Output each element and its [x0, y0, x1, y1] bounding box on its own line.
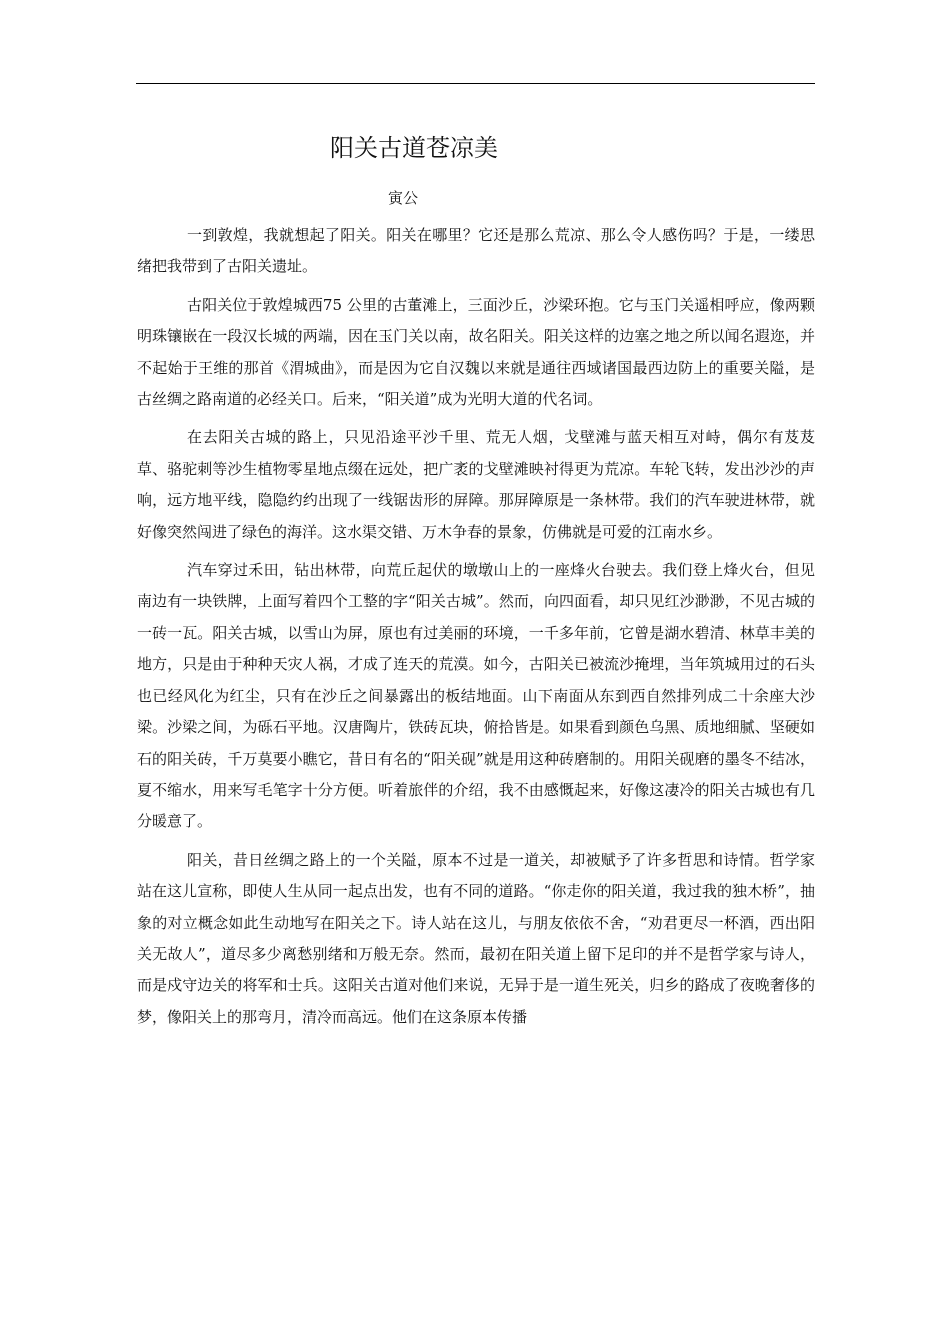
paragraph-5: 阳关，昔日丝绸之路上的一个关隘，原本不过是一道关，却被赋予了许多哲思和诗情。哲学家站在这儿宣称，即使人生从同一起点出发，也有不同的道路。“你走你的阳关道，我过我的独木桥”，抽象的对立概念如此生动地写在阳关之下。诗人站在这儿，与朋友依依不舍，“劝君更尽一杯酒，西出阳关无故人”，道尽多少离愁别绪和万般无奈。然而，最初在阳关道上留下足印的并不是哲学家与诗人，而是戍守边关的将军和士兵。这阳关古道对他们来说，无异于是一道生死关，归乡的路成了夜晚奢侈的梦，像阳关上的那弯月，清冷而高远。他们在这条原本传播 — [137, 850, 815, 1026]
paragraph-1: 一到敦煌，我就想起了阳关。阳关在哪里？它还是那么荒凉、那么令人感伤吗？于是，一缕思绪把我带到了古阳关遗址。 — [137, 226, 815, 276]
paragraph-2: 古阳关位于敦煌城西75 公里的古董滩上，三面沙丘，沙梁环抱。它与玉门关遥相呼应，像两颗明珠镶嵌在一段汉长城的两端，因在玉门关以南，故名阳关。阳关这样的边塞之地之所以闻名遐迩，并不起始于王维的那首《渭城曲》，而是因为它自汉魏以来就是通往西域诸国最西边防上的重要关隘，是古丝绸之路南道的必经关口。后来，“阳关道”成为光明大道的代名词。 — [137, 295, 815, 409]
article-body — [137, 220, 815, 1040]
article-author: 寅公 — [388, 189, 419, 207]
paragraph-3: 在去阳关古城的路上，只见沿途平沙千里、荒无人烟，戈壁滩与蓝天相互对峙，偶尔有芨芨草、骆驼刺等沙生植物零星地点缀在远处，把广袤的戈壁滩映衬得更为荒凉。车轮飞转，发出沙沙的声响，远方地平线，隐隐约约出现了一线锯齿形的屏障。那屏障原是一条林带。我们的汽车驶进林带，就好像突然闯进了绿色的海洋。这水渠交错、万木争春的景象，仿佛就是可爱的江南水乡。 — [137, 428, 815, 541]
article-title: 阳关古道苍凉美 — [330, 134, 498, 162]
paragraph-4: 汽车穿过禾田，钻出林带，向荒丘起伏的墩墩山上的一座烽火台驶去。我们登上烽火台，但见南边有一块铁牌，上面写着四个工整的字“阳关古城”。然而，向四面看，却只见红沙渺渺，不见古城的一砖一瓦。阳关古城，以雪山为屏，原也有过美丽的环境，一千多年前，它曾是湖水碧清、林草丰美的地方，只是由于种种天灾人祸，才成了连天的荒漠。如今，古阳关已被流沙掩埋，当年筑城用过的石头也已经风化为红尘，只有在沙丘之间暴露出的板结地面。山下南面从东到西自然排列成二十余座大沙梁。沙梁之间，为砾石平地。汉唐陶片，铁砖瓦块，俯拾皆是。如果看到颜色乌黑、质地细腻、坚硬如石的阳关砖，千万莫要小瞧它，昔日有名的“阳关砚”就是用这种砖磨制的。用阳关砚磨的墨冬不结冰，夏不缩水，用来写毛笔字十分方便。听着旅伴的介绍，我不由感慨起来，好像这凄冷的阳关古城也有几分暖意了。 — [137, 561, 815, 831]
header-rule — [136, 83, 815, 84]
